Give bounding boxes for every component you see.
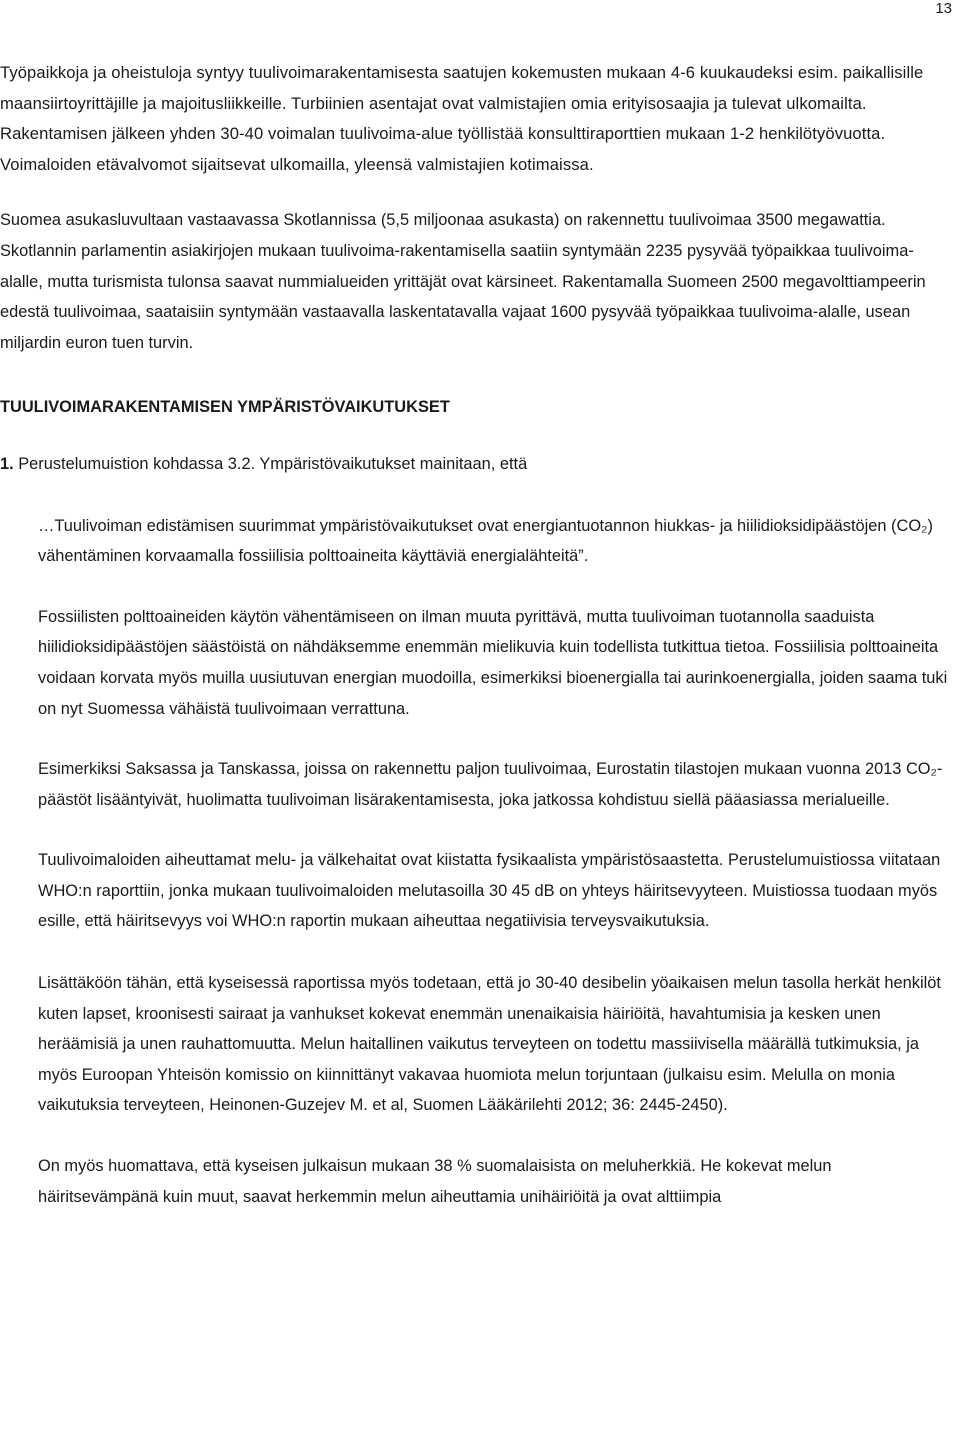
section-heading: TUULIVOIMARAKENTAMISEN YMPÄRISTÖVAIKUTUKSET <box>0 398 450 417</box>
paragraph-employment: Työpaikkoja ja oheistuloja syntyy tuulivoimarakentamisesta saatujen kokemusten mukaan 4-6 kuukaudeksi esim. paikallisille maansiirtoyrittäjille ja majoitusliikkeille. Turbiinien asentajat ovat valmistajien omia erityisosaajia ja tulevat ulkomailta. Rakentamisen jälkeen yhden 30-40 voimalan tuulivoima-alue työllistää konsulttiraporttien mukaan 1-2 henkilötyövuotta. Voimaloiden etävalvomot sijaitsevat ulkomailla, yleensä valmistajien kotimaissa. <box>0 63 924 174</box>
quote-paragraph: …Tuulivoiman edistämisen suurimmat ympäristövaikutukset ovat energiantuotannon hiukkas- ja hiilidioksidipäästöjen (CO₂) vähentäminen korvaamalla fossiilisia polttoaineita käyttäviä energialähteitä”. <box>38 516 933 566</box>
numbered-item-1 <box>0 449 956 480</box>
item-text: Perustelumuistion kohdassa 3.2. Ympäristövaikutukset mainitaan, että <box>18 454 528 473</box>
paragraph-noise: Tuulivoimaloiden aiheuttamat melu- ja välkehaitat ovat kiistatta fysikaalista ympäristösaastetta. Perustelumuistiossa viitataan WHO:n raporttiin, jonka mukaan tuulivoimaloiden melutasoilla 30 45 dB on yhteys häiritsevyyteen. Muistiossa tuodaan myös esille, että häiritsevyys voi WHO:n raportin mukaan aiheuttaa negatiivisia terveysvaikutuksia. <box>38 851 941 931</box>
page-number: 13 <box>935 0 952 17</box>
document-body <box>0 58 956 1212</box>
paragraph-scotland: Suomea asukasluvultaan vastaavassa Skotlannissa (5,5 miljoonaa asukasta) on rakennettu tuulivoimaa 3500 megawattia. Skotlannin parlamentin asiakirjojen mukaan tuulivoima-rakentamisella saatiin syntymään 2235 pysyvää työpaikkaa tuulivoima-alalle, mutta turismista tulonsa saavat nummialueiden yrittäjät ovat kärsineet. Rakentamalla Suomeen 2500 megavolttiampeerin edestä tuulivoimaa, saataisiin syntymään vastaavalla laskentatavalla vajaat 1600 pysyvää työpaikkaa tuulivoima-alalle, usean miljardin euron tuen turvin. <box>0 211 926 352</box>
paragraph-fossil: Fossiilisten polttoaineiden käytön vähentämiseen on ilman muuta pyrittävä, mutta tuulivoiman tuotannolla saaduista hiilidioksidipäästöjen säästöistä on nähdäksemme enemmän mielikuvia kuin todellista tutkittua tietoa. Fossiilisia polttoaineita voidaan korvata myös muilla uusiutuvan energian muodoilla, esimerkiksi bioenergialla tai aurinkoenergialla, joiden saama tuki on nyt Suomessa vähäistä tuulivoimaan verrattuna. <box>38 607 948 718</box>
paragraph-who-report: Lisättäköön tähän, että kyseisessä raportissa myös todetaan, että jo 30-40 desibelin yöaikaisen melun tasolla herkät henkilöt kuten lapset, kroonisesti sairaat ja vanhukset kokevat enemmän unenaikaisia häiriöitä, havahtumisia ja kesken unen heräämisiä ja unen rauhattomuutta. Melun haitallinen vaikutus terveyteen on todettu massiivisella määrällä tutkimuksia, ja myös Euroopan Yhteisön komissio on kiinnittänyt vakavaa huomiota melun torjuntaan (julkaisu esim. Melulla on monia vaikutuksia terveyteen, Heinonen-Guzejev M. et al, Suomen Lääkärilehti 2012; 36: 2445-2450). <box>38 974 941 1115</box>
item-number: 1. <box>0 454 14 473</box>
paragraph-noise-sensitive: On myös huomattava, että kyseisen julkaisun mukaan 38 % suomalaisista on meluherkkiä. He kokevat melun häiritsevämpänä kuin muut, saavat herkemmin melun aiheuttamia unihäiriöitä ja ovat alttiimpia <box>38 1157 832 1206</box>
paragraph-germany-denmark: Esimerkiksi Saksassa ja Tanskassa, joissa on rakennettu paljon tuulivoimaa, Eurostatin tilastojen mukaan vuonna 2013 CO₂-päästöt lisääntyivät, huolimatta tuulivoiman lisärakentamisesta, joka jatkossa kohdistuu siellä pääasiassa merialueille. <box>38 760 943 809</box>
